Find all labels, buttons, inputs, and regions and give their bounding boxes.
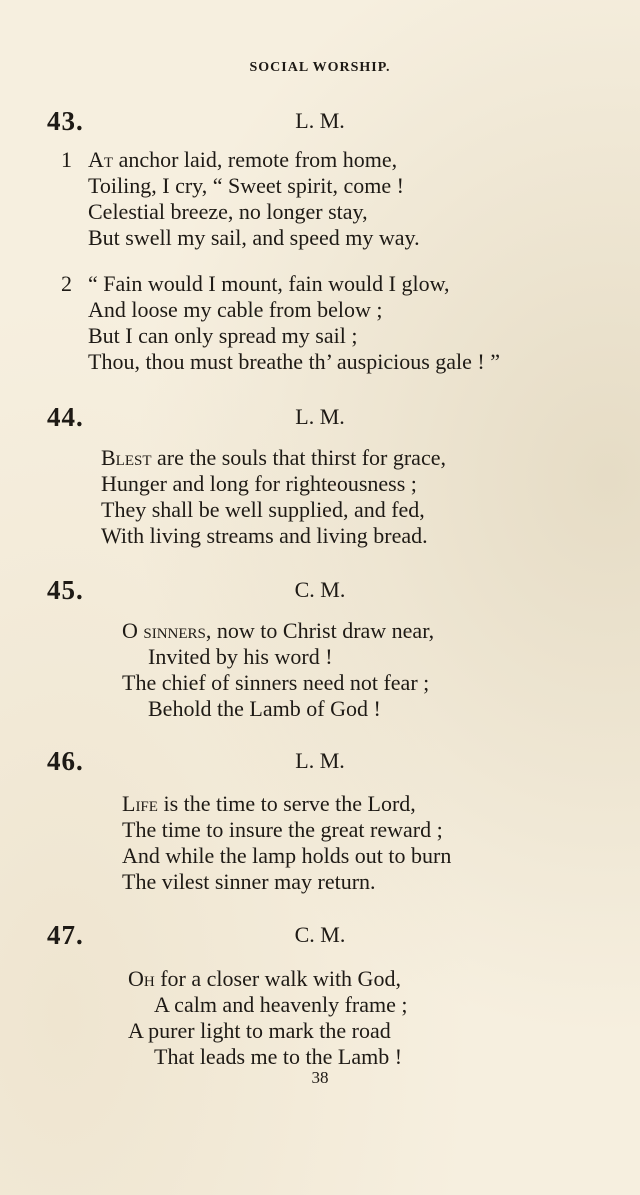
- verse-line: A purer light to mark the road: [128, 1018, 391, 1043]
- verse-line: Celestial breeze, no longer stay,: [88, 199, 368, 224]
- verse-text: now to Christ draw near,: [216, 618, 435, 643]
- drop-word: O sinners,: [122, 618, 212, 643]
- drop-word: Life: [122, 791, 158, 816]
- verse-line: [88, 147, 420, 173]
- verse-line: But swell my sail, and speed my way.: [88, 225, 420, 250]
- verse-line: With living streams and living bread.: [101, 523, 428, 548]
- verse-text: are the souls that thirst for grace,: [157, 445, 446, 470]
- hymn-number-46: 46.: [47, 746, 84, 776]
- verse-line: Invited by his word !: [148, 644, 333, 669]
- hymn-meter-46: L. M.: [295, 748, 345, 773]
- verse-line: Hunger and long for righteousness ;: [101, 471, 417, 496]
- verse-text: anchor laid, remote from home,: [118, 147, 398, 172]
- stanza-number: 1: [61, 147, 72, 172]
- hymn-number-43: 43.: [47, 106, 84, 136]
- verse-text: is the time to serve the Lord,: [163, 791, 416, 816]
- hymn-44-stanza-1: [101, 445, 446, 549]
- hymn-number-45: 45.: [47, 575, 84, 605]
- hymn-45-stanza-1: [122, 618, 434, 722]
- verse-line: And while the lamp holds out to burn: [122, 843, 452, 868]
- hymn-number-44: 44.: [47, 402, 84, 432]
- page-number: 38: [311, 1068, 329, 1087]
- drop-word: At: [88, 147, 114, 172]
- verse-line: [101, 445, 446, 471]
- hymn-meter-43: L. M.: [295, 108, 345, 133]
- verse-line: “ Fain would I mount, fain would I glow,: [88, 271, 450, 296]
- hymn-47-stanza-1: [128, 966, 408, 1070]
- verse-line: Thou, thou must breathe th’ auspicious gale ! ”: [88, 349, 500, 374]
- verse-line: And loose my cable from below ;: [88, 297, 383, 322]
- verse-line: Behold the Lamb of God !: [148, 696, 381, 721]
- verse-line: They shall be well supplied, and fed,: [101, 497, 425, 522]
- verse-line: A calm and heavenly frame ;: [154, 992, 408, 1017]
- hymn-43-stanza-1: [61, 147, 420, 251]
- hymn-meter-47: C. M.: [294, 922, 346, 947]
- verse-line: [122, 791, 451, 817]
- verse-line: The vilest sinner may return.: [122, 869, 376, 894]
- hymn-number-47: 47.: [47, 920, 84, 950]
- verse-line: The chief of sinners need not fear ;: [122, 670, 430, 695]
- drop-word: Blest: [101, 445, 152, 470]
- drop-word: Oh: [128, 966, 155, 991]
- verse-line: The time to insure the great reward ;: [122, 817, 443, 842]
- stanza-number: 2: [61, 271, 72, 296]
- hymn-46-stanza-1: [122, 791, 451, 895]
- verse-line: Toiling, I cry, “ Sweet spirit, come !: [88, 173, 404, 198]
- verse-text: for a closer walk with God,: [160, 966, 401, 991]
- verse-line: That leads me to the Lamb !: [154, 1044, 403, 1069]
- verse-line: But I can only spread my sail ;: [88, 323, 358, 348]
- hymn-meter-45: C. M.: [294, 577, 346, 602]
- hymn-43-stanza-2: [61, 271, 500, 375]
- hymn-meter-44: L. M.: [295, 404, 345, 429]
- running-header: SOCIAL WORSHIP.: [249, 60, 391, 75]
- verse-line: [128, 966, 408, 992]
- verse-line: [122, 618, 434, 644]
